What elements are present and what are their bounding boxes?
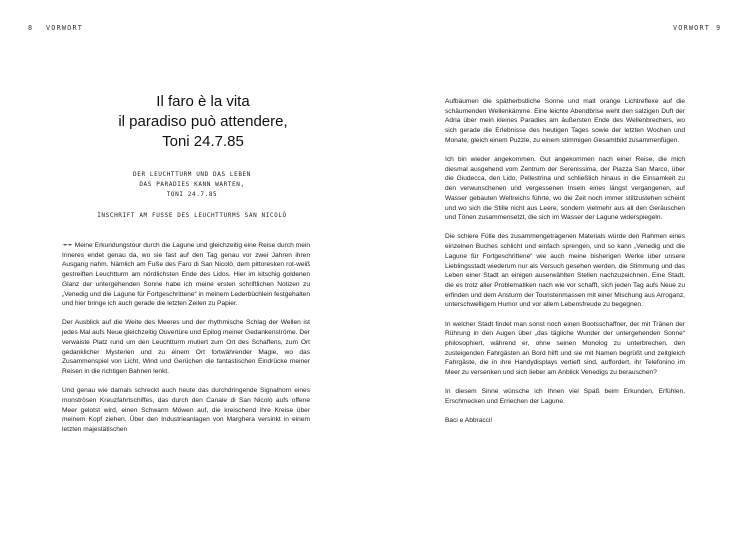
epigraph-translation xyxy=(70,170,314,200)
epigraph-source xyxy=(70,211,314,221)
poem-line: Toni 24.7.85 xyxy=(162,133,244,150)
epigraph-poem xyxy=(118,92,288,152)
paragraph: Ich bin wieder angekommen. Gut angekommen nach einer Reise, die mich diesmal ausgehend vom Zentrum der Serenissima, der Piazza San Marco, über die Giudecca, den Lido, Pellestrina und schließlich hinaus in die Einsamkeit zu den verwunschenen und vergessenen Inseln eines längst vergangenen, auf Wasser gebauten Weltreichs führte, wo die Zeit noch immer stillzustehen scheint und wo sich die Stille nicht aus Leere, sondern vielmehr aus all den Geräuschen und Tönen zusammensetzt, die sich im Wasser der Lagune widerspiegeln. xyxy=(445,156,685,222)
translation-line: TONI 24.7.85 xyxy=(166,191,218,198)
paragraph: In diesem Sinne wünsche ich Ihnen viel Spaß beim Erkunden, Erfühlen, Erschmecken und Erriechen der Lagune. xyxy=(445,388,685,405)
double-arrow-icon: ➛➛ xyxy=(62,241,72,249)
poem-line: Il faro è la vita xyxy=(156,93,250,110)
closing-line: Baci e Abbracci! xyxy=(445,417,493,425)
poem-line: il paradiso può attendere, xyxy=(118,113,288,130)
running-head-right: VORWORT xyxy=(673,24,711,32)
paragraph: Aufbäumen die spätherbstliche Sonne und malt orange Lichtreflexe auf die schäumenden Wellenkämme. Eine leichte Abendbrise weht den salzigen Duft der Adria über mein kleines Paradies am äußersten Ende des Wellenbrechers, wo sich gerade die Erlebnisse des heutigen Tages sowie der letzten Wochen und Monate, gleich einem Puzzle, zu einem stimmigen Gesamtbild zusammenfügen. xyxy=(445,98,685,144)
inscription-line: INSCHRIFT AM FUSSE DES LEUCHTTURMS SAN NICOLÒ xyxy=(97,212,287,219)
paragraph-text: Meine Erkundungstour durch die Lagune und gleichzeitig eine Reise durch mein Inneres endet genau da, wo sie fast auf den Tag genau vor zwei Jahren ihren Ausgang nahm. Nämlich am Fuße des Faro di San Nicolò, dem pittoresken rot-weiß gestreiften Leuchtturm am nördlichsten Ende des Lidos. Hier im kitschig goldenen Glanz der untergehenden Sonne habe ich meine ersten schriftlichen Notizen zu „Venedig und die Lagune für Fortgeschrittene“ in meinem Lederbüchlein festgehalten und hier bringe ich auch gerade die letzten Zeilen zu Papier. xyxy=(62,242,310,308)
page-number-right: 9 xyxy=(716,24,722,32)
translation-line: DAS PARADIES KANN WARTEN, xyxy=(139,181,245,188)
running-head-left: VORWORT xyxy=(46,24,84,32)
paragraph: Und genau wie damals schreckt auch heute das durchdringende Signalhorn eines monströsen Kreuzfahrtschiffes, das durch den Canale di San Nicolò aufs offene Meer gelotst wird, einen Schwarm Möwen auf, die kreischend ihre Kreise über meinem Kopf ziehen. Über den Industrieanlagen von Marghera versinkt in einem letzten majestätischen xyxy=(62,387,310,433)
paragraph: Der Ausblick auf die Weite des Meeres und der rhythmische Schlag der Wellen ist jedes Mal aufs Neue gleichzeitig Ouvertüre und Epilog meiner Gedankenströme. Der verwaiste Platz rund um den Leuchtturm mutiert zum Ort des Schaffens, zum Ort gedanklicher Mysterien und zu einem Ort fortwährender Magie, wo das Zusammenspiel von Licht, Wind und Gerüchen die fantastischen Eindrücke meiner Reisen in die richtigen Bahnen lenkt. xyxy=(62,319,310,375)
right-page xyxy=(375,0,750,536)
paragraph: In welcher Stadt findet man sonst noch einen Bootsschaffner, der mit Tränen der Rührung in den Augen über „das tägliche Wunder der untergehenden Sonne“ philosophiert, während er, ohne seinen Monolog zu unterbrechen, den zusteigenden Fahrgästen an Bord hilft und sie mit Namen begrüßt und zeitgleich Fahrgäste, die in ihre Handydisplays vertieft sind, auffordert, ihr Telefonino im Meer zu versenken und sich lieber am Anblick Venedigs zu berauschen? xyxy=(445,320,685,377)
paragraph: Die schiere Fülle des zusammengetragenen Materials würde den Rahmen eines einzelnen Buches schlicht und einfach sprengen, und so kann „Venedig und die Lagune für Fortgeschrittene“ wie auch meine bisherigen Werke über unsere Lieblingsstadt wiederum nur als Versuch gesehen werden, die Stimmung und das Leben einer Stadt an einigen auserwählten Stellen nachzuzeichnen. Eine Stadt, die es trotz aller Problematiken nach wie vor schafft, sich jeden Tag aufs Neue zu erfinden und dem Ansturm der Touristenmassen mit einer Mischung aus Arroganz, unterschwelligem Humor und vor allem Lebensfreude zu begegnen. xyxy=(445,233,685,309)
right-body-text xyxy=(445,97,685,435)
page-number-left: 8 xyxy=(28,24,34,32)
left-body-text xyxy=(62,241,310,444)
translation-line: DER LEUCHTTURM UND DAS LEBEN xyxy=(133,171,251,178)
paragraph xyxy=(62,241,310,309)
